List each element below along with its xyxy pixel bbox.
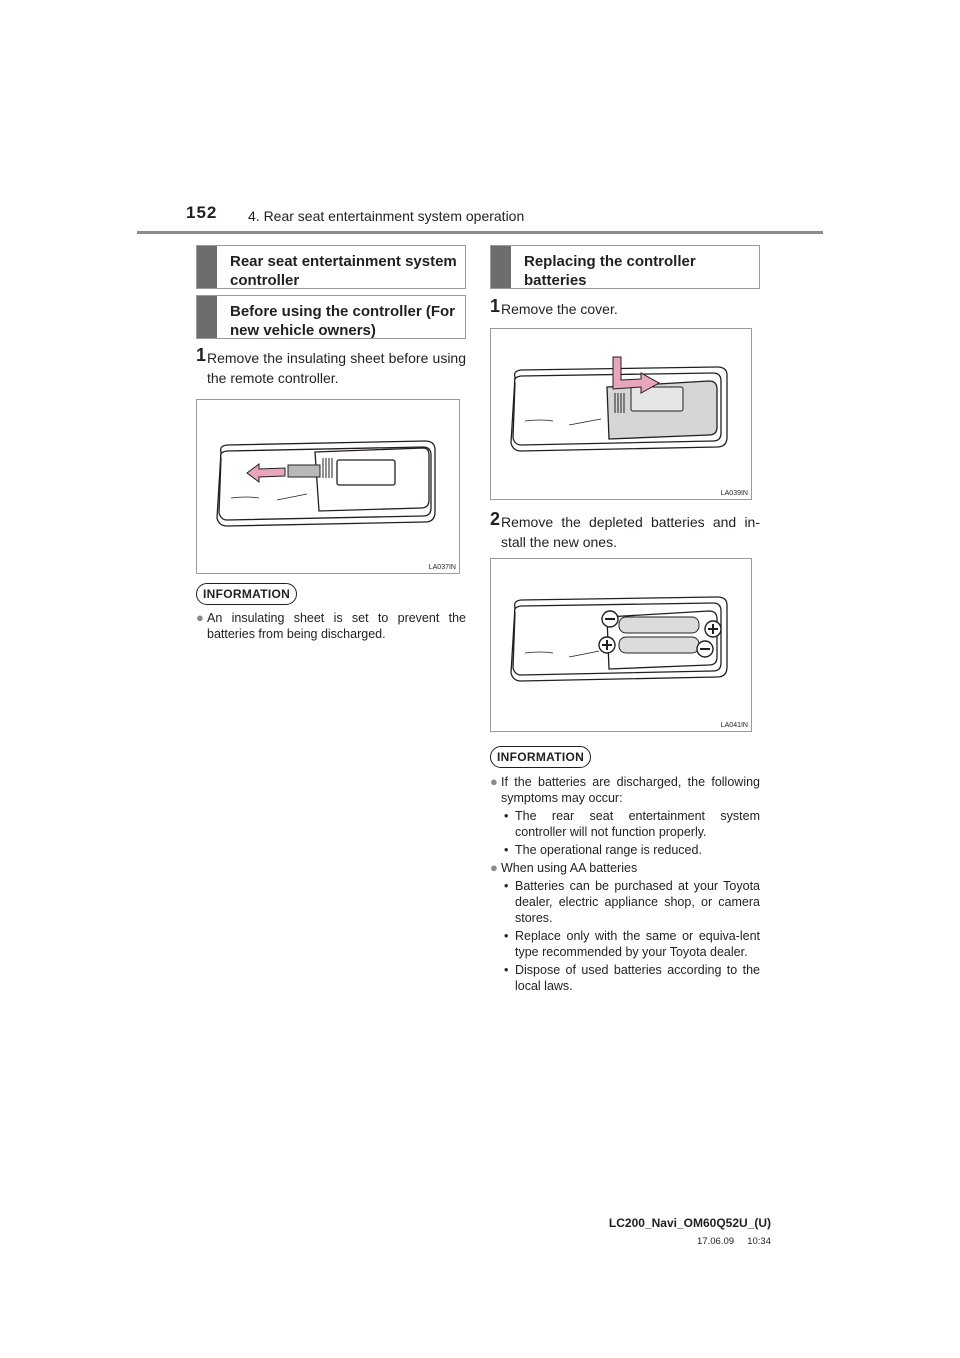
footer-timestamp: 17.06.09 10:34 [697, 1236, 771, 1247]
battery-compartment-illustration [491, 559, 753, 733]
step-remove-sheet [196, 345, 466, 388]
info-sub-item [490, 842, 760, 858]
section-heading-text: Replacing the controller batteries [524, 253, 696, 289]
subsection-heading-text: Before using the controller (For new vehicle owners) [230, 303, 456, 339]
sub-bullet-icon: • [504, 963, 509, 977]
running-header: 4. Rear seat entertainment system operation [248, 208, 525, 224]
information-block [490, 746, 760, 994]
info-sub-text: Dispose of used batteries according to the local laws. [515, 963, 760, 993]
figure-code: LA037IN [428, 564, 456, 571]
remote-controller-illustration [197, 400, 461, 575]
info-sub-item [490, 878, 760, 926]
bullet-icon: ● [196, 610, 204, 625]
right-column [490, 245, 760, 994]
page-number: 152 [186, 203, 218, 222]
sub-bullet-icon: • [504, 809, 509, 823]
sub-bullet-icon: • [504, 879, 509, 893]
step-number: 2 [490, 509, 501, 529]
info-sub-item [490, 928, 760, 960]
information-block [196, 583, 466, 642]
info-sub-text: Batteries can be purchased at your Toyota dealer, electric appliance shop, or camera stores. [515, 879, 760, 925]
step-number: 1 [196, 345, 207, 365]
bullet-icon: ● [490, 774, 498, 789]
info-bullet [490, 860, 760, 876]
step-text: Remove the depleted batteries and in-stall the new ones. [501, 514, 760, 550]
step-number: 1 [490, 296, 501, 316]
figure-replace-batteries [490, 558, 752, 732]
figure-code: LA041IN [720, 722, 748, 729]
sub-bullet-icon: • [504, 843, 509, 857]
figure-insulating-sheet [196, 399, 460, 574]
step-text: Remove the insulating sheet before using the remote controller. [207, 350, 466, 386]
subsection-heading-before-using [196, 295, 466, 339]
info-sub-item [490, 808, 760, 840]
heading-bar [197, 296, 217, 338]
step-replace-batteries [490, 509, 760, 552]
figure-remove-cover [490, 328, 752, 500]
info-text: When using AA batteries [501, 861, 638, 875]
info-sub-text: The rear seat entertainment system controller will not function properly. [515, 809, 760, 839]
info-sub-text: Replace only with the same or equiva-lent type recommended by your Toyota dealer. [515, 929, 760, 959]
info-sub-text: The operational range is reduced. [515, 843, 702, 857]
step-remove-cover [490, 296, 760, 319]
bullet-icon: ● [490, 860, 498, 875]
left-column [196, 245, 466, 642]
info-text: An insulating sheet is set to prevent the batteries from being discharged. [207, 611, 466, 641]
step-text: Remove the cover. [501, 301, 618, 317]
information-label: INFORMATION [490, 746, 591, 768]
info-bullet [196, 610, 466, 642]
remote-cover-illustration [491, 329, 753, 501]
header-rule [137, 231, 823, 234]
info-sub-item [490, 962, 760, 994]
section-heading-replacing-batteries [490, 245, 760, 289]
figure-code: LA039IN [720, 490, 748, 497]
info-bullet [490, 774, 760, 806]
section-heading-text: Rear seat entertainment system controller [230, 253, 457, 289]
heading-bar [197, 246, 217, 288]
sub-bullet-icon: • [504, 929, 509, 943]
section-heading-controller [196, 245, 466, 289]
info-text: If the batteries are discharged, the following symptoms may occur: [501, 775, 760, 805]
information-label: INFORMATION [196, 583, 297, 605]
footer-document-id: LC200_Navi_OM60Q52U_(U) [608, 1216, 771, 1230]
heading-bar [491, 246, 511, 288]
